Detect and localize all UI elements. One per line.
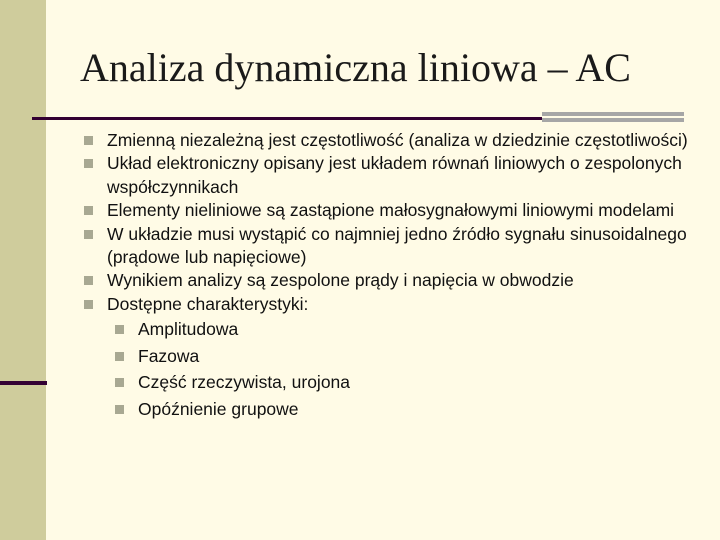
bullet-item bbox=[83, 293, 693, 422]
left-accent-line bbox=[0, 381, 47, 385]
bullet-text: Elementy nieliniowe są zastąpione małosygnałowymi liniowymi modelami bbox=[107, 200, 675, 221]
bullet-text: Dostępne charakterystyki: bbox=[107, 293, 309, 314]
sub-bullet-item bbox=[107, 343, 693, 370]
square-bullet-icon bbox=[115, 325, 124, 334]
square-bullet-icon bbox=[84, 136, 93, 145]
bullet-item bbox=[83, 199, 693, 222]
sub-bullet-text: Część rzeczywista, urojona bbox=[138, 372, 351, 393]
title-underline-gray-top bbox=[542, 112, 684, 116]
sub-bullet-item bbox=[107, 369, 693, 396]
bullet-item bbox=[83, 223, 693, 270]
square-bullet-icon bbox=[84, 159, 93, 168]
sub-bullet-item bbox=[107, 396, 693, 423]
bullet-text: Wynikiem analizy są zespolone prądy i napięcia w obwodzie bbox=[107, 270, 574, 291]
bullet-text: Zmienną niezależną jest częstotliwość (analiza w dziedzinie częstotliwości) bbox=[107, 130, 688, 150]
bullet-text: W układzie musi wystąpić co najmniej jedno źródło sygnału sinusoidalnego (prądowe lub napięciowe) bbox=[107, 223, 687, 268]
title-underline bbox=[32, 117, 542, 120]
title-underline-gray-bottom bbox=[542, 118, 684, 122]
slide-title: Analiza dynamiczna liniowa – AC bbox=[80, 45, 631, 90]
sub-bullet-list bbox=[107, 316, 693, 422]
square-bullet-icon bbox=[84, 276, 93, 285]
bullet-item bbox=[83, 129, 693, 152]
bullet-list bbox=[83, 129, 693, 422]
square-bullet-icon bbox=[84, 300, 93, 309]
square-bullet-icon bbox=[115, 352, 124, 361]
bullet-item bbox=[83, 269, 693, 292]
square-bullet-icon bbox=[84, 206, 93, 215]
square-bullet-icon bbox=[115, 405, 124, 414]
sub-bullet-text: Fazowa bbox=[138, 345, 200, 366]
sub-bullet-text: Amplitudowa bbox=[138, 319, 239, 340]
square-bullet-icon bbox=[84, 230, 93, 239]
bullet-item bbox=[83, 152, 693, 199]
sub-bullet-item bbox=[107, 316, 693, 343]
square-bullet-icon bbox=[115, 378, 124, 387]
left-side-bar bbox=[0, 0, 46, 540]
bullet-text: Układ elektroniczny opisany jest układem równań liniowych o zespolonych współczynnikach bbox=[107, 153, 682, 197]
sub-bullet-text: Opóźnienie grupowe bbox=[138, 398, 299, 419]
